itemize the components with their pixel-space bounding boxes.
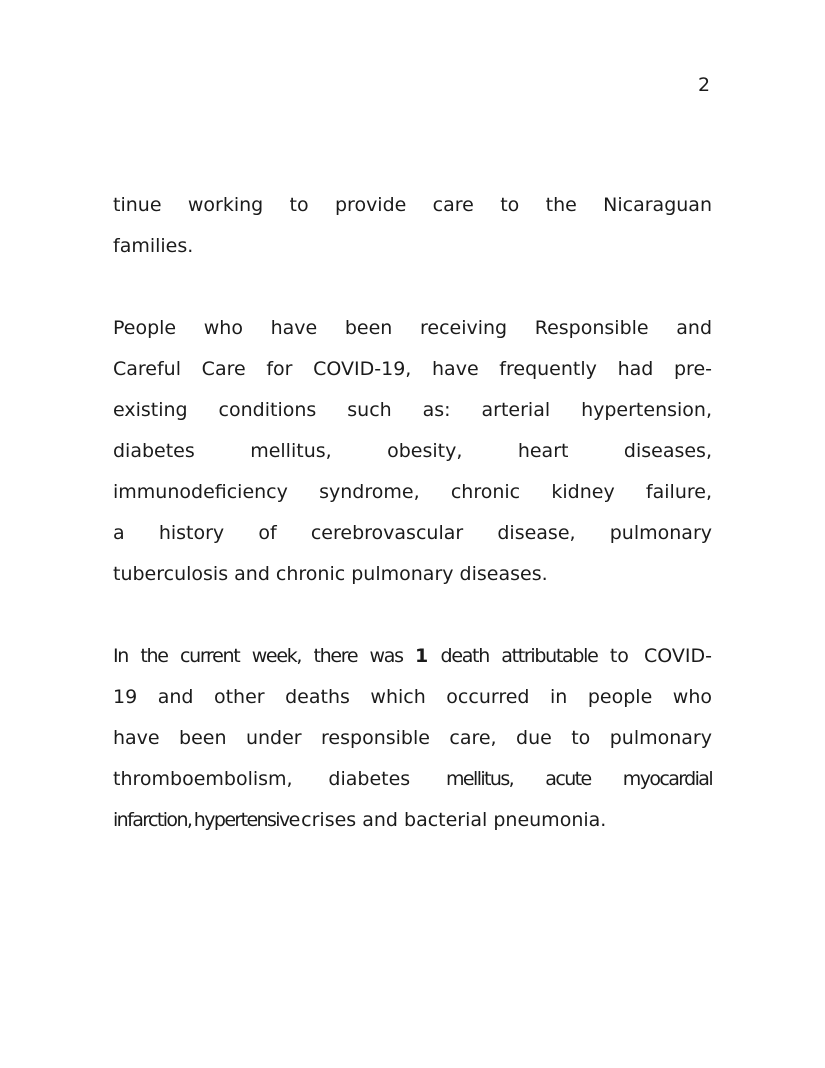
text-line bbox=[113, 800, 712, 841]
text-segment: crises and bacterial pneumonia. bbox=[301, 809, 607, 831]
text-line: immunodeficiency syndrome, chronic kidney failure, bbox=[113, 481, 712, 503]
page-number: 2 bbox=[697, 74, 711, 96]
page-content bbox=[113, 185, 712, 882]
text-line: People who have been receiving Responsible and bbox=[113, 317, 712, 339]
text-segment: In the current week, there was bbox=[113, 645, 416, 667]
text-line: have been under responsible care, due to pulmonary bbox=[113, 727, 712, 749]
death-count: 1 bbox=[415, 645, 429, 667]
text-segment: to COVID- bbox=[609, 645, 712, 667]
text-segment: infarction, hypertensive bbox=[113, 809, 302, 831]
text-segment: death attributable bbox=[428, 645, 610, 667]
text-line: diabetes mellitus, obesity, heart diseases, bbox=[113, 440, 712, 462]
text-line bbox=[113, 759, 712, 800]
text-line: tuberculosis and chronic pulmonary diseases. bbox=[113, 563, 548, 585]
paragraph-3 bbox=[113, 636, 712, 841]
text-segment: thromboembolism, diabetes bbox=[113, 768, 447, 790]
text-line: Careful Care for COVID-19, have frequently had pre- bbox=[113, 358, 712, 380]
paragraph-2 bbox=[113, 308, 712, 595]
paragraph-1 bbox=[113, 185, 712, 267]
text-line bbox=[113, 636, 712, 677]
text-line: 19 and other deaths which occurred in people who bbox=[113, 686, 712, 708]
text-line: existing conditions such as: arterial hypertension, bbox=[113, 399, 712, 421]
text-line: tinue working to provide care to the Nicaraguan bbox=[113, 194, 712, 216]
text-segment: mellitus, acute myocardial bbox=[446, 768, 712, 790]
text-line: a history of cerebrovascular disease, pulmonary bbox=[113, 522, 712, 544]
text-line: families. bbox=[113, 235, 194, 257]
